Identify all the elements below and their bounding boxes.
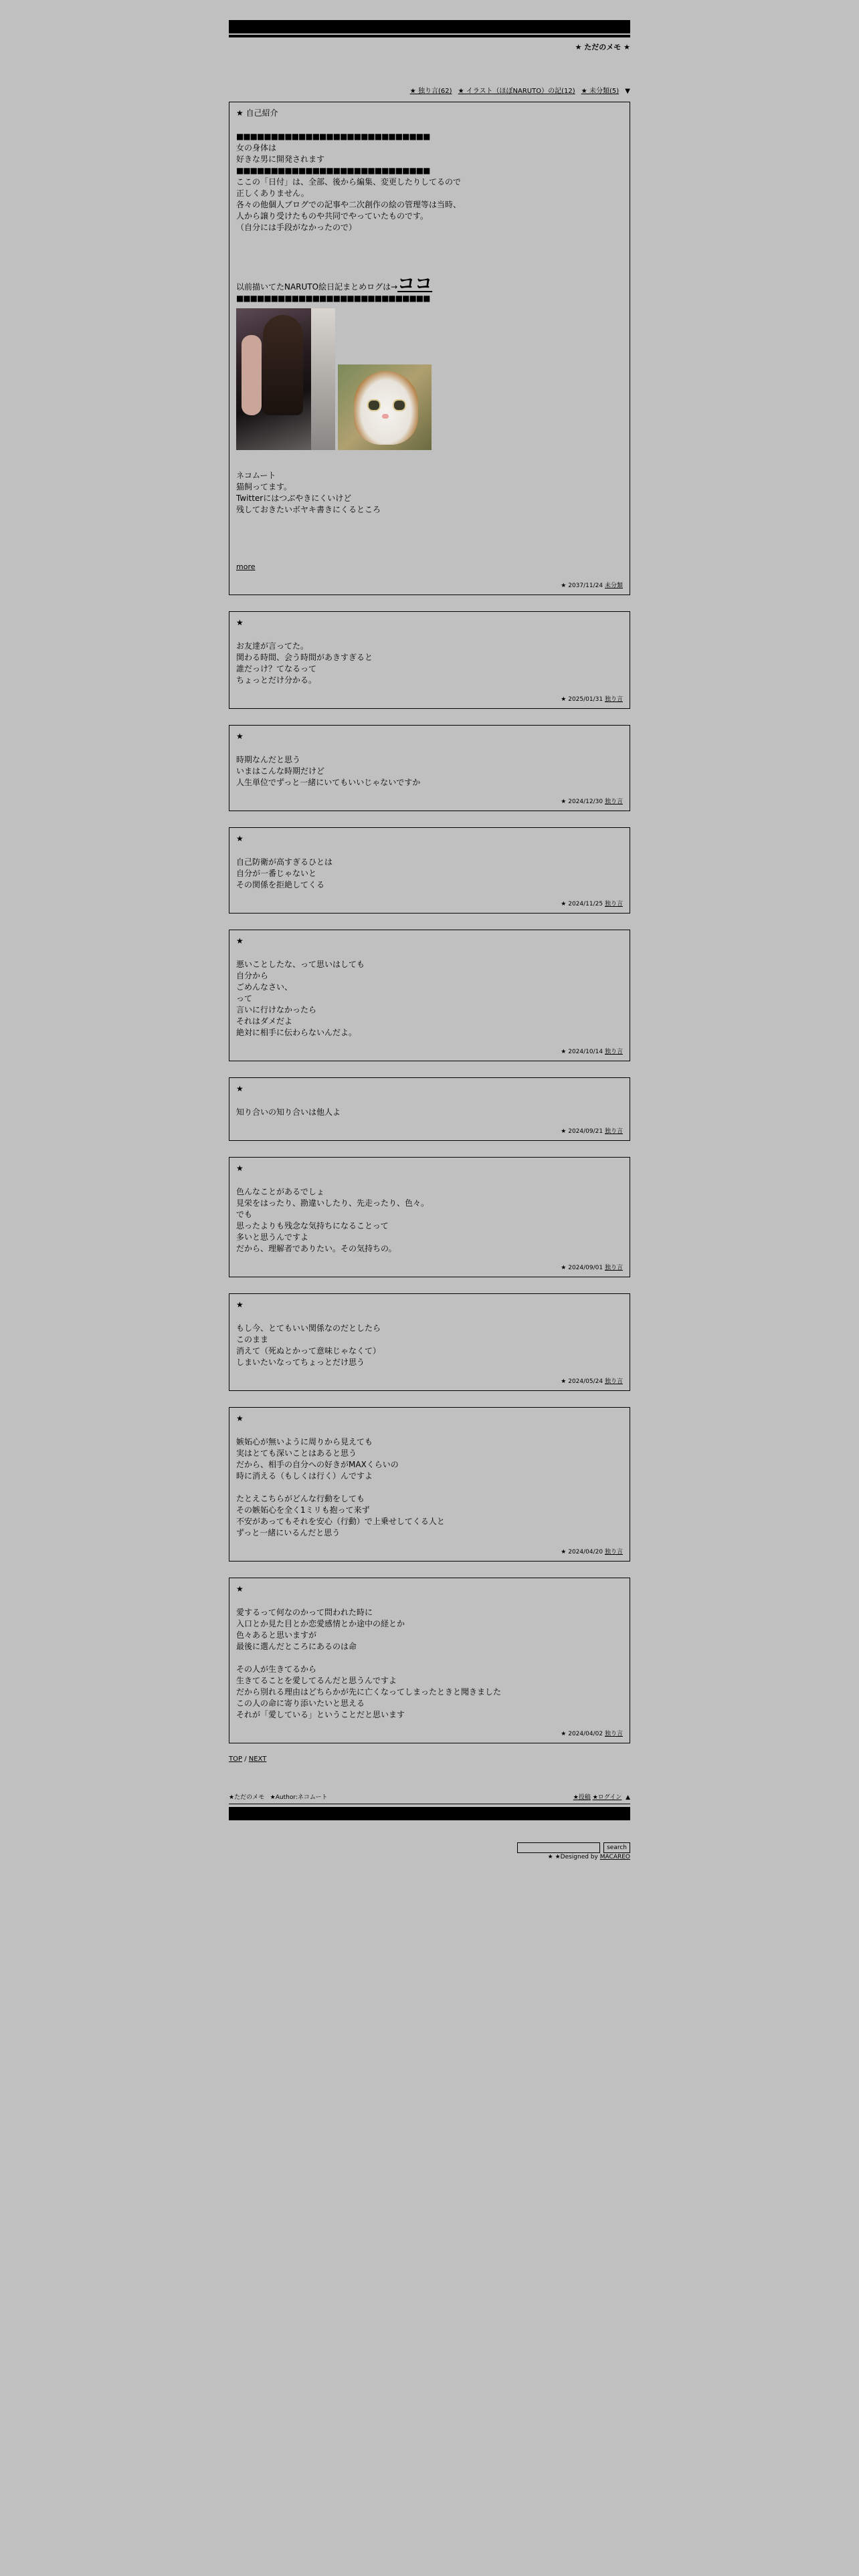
- log-line: [236, 274, 623, 294]
- entry-line: 消えて（死ぬとかって意味じゃなくて）: [236, 1346, 381, 1356]
- divider-bar: ■■■■■■■■■■■■■■■■■■■■■■■■■■■■: [236, 166, 430, 175]
- entry-line: （自分には手段がなかったので）: [236, 223, 357, 232]
- footer-bar: [229, 1807, 630, 1820]
- entry-line: この人の命に寄り添いたいと思える: [236, 1699, 365, 1708]
- entry-title: ★: [236, 732, 244, 741]
- entry-line: 入口とか見た目とか恋愛感情とか途中の経とか: [236, 1619, 405, 1628]
- bottom-nav-right: [573, 1794, 630, 1802]
- entry-title: ★: [236, 1084, 244, 1093]
- entry: [229, 1578, 630, 1743]
- entry-line: 色々あると思いますが: [236, 1630, 317, 1640]
- entry-title: ★: [236, 1584, 244, 1594]
- entry-date: ★ 2025/01/31: [561, 696, 603, 703]
- entry-line: 残しておきたいボヤキ書きにくるところ: [236, 505, 381, 514]
- entry-line: 自分から: [236, 971, 269, 980]
- entry-date: ★ 2024/09/21: [561, 1128, 603, 1135]
- entry-line: 自分が一番じゃないと: [236, 869, 317, 878]
- entry-date: ★ 2024/10/14: [561, 1049, 603, 1055]
- entry-line: 時に消える（もしくは行く）んですよ: [236, 1471, 373, 1481]
- bottom-nav-left: [229, 1794, 327, 1802]
- entry-footer: [236, 1128, 623, 1136]
- entry-date: ★ 2024/04/20: [561, 1549, 603, 1555]
- entry-line: もし今、とてもいい関係なのだとしたら: [236, 1323, 381, 1333]
- entry-line: その嫉妬心を全く1ミリも抱って来ず: [236, 1505, 370, 1515]
- entry: [229, 1157, 630, 1277]
- entry-footer: [236, 1048, 623, 1057]
- entry: [229, 611, 630, 709]
- entry-line: 正しくありません。: [236, 189, 309, 198]
- entry-line: 悪いことしたな、って思いはしても: [236, 960, 365, 969]
- entry-line: それはダメだよ: [236, 1016, 293, 1026]
- entry-line: その関係を拒絶してくる: [236, 880, 325, 889]
- pager-separator: /: [242, 1755, 249, 1763]
- entry-title: ★ 自己紹介: [236, 108, 278, 118]
- entry-line: 猫飼ってます。: [236, 482, 292, 492]
- bottom-nav: [229, 1794, 630, 1804]
- entry-footer: [236, 1548, 623, 1557]
- entry-line: しまいたいなってちょっとだけ思う: [236, 1358, 365, 1367]
- entry-line: 実はとても深いことはあると思う: [236, 1448, 357, 1458]
- entry: [229, 1293, 630, 1391]
- entry-line: 絶対に相手に伝わらないんだよ。: [236, 1028, 357, 1037]
- entry-category-link[interactable]: 独り言: [604, 1549, 623, 1555]
- pager-top-link[interactable]: TOP: [229, 1755, 243, 1763]
- entry-line: 人から譲り受けたものや共同でやっていたものです。: [236, 211, 429, 221]
- divider-bar: ■■■■■■■■■■■■■■■■■■■■■■■■■■■■: [236, 132, 430, 141]
- entry-line: 関わる時間、会う時間があきすぎると: [236, 653, 373, 662]
- entry-date: ★ 2024/05/24: [561, 1378, 603, 1385]
- entry-footer: [236, 1378, 623, 1386]
- site-title[interactable]: ★ ただのメモ ★: [575, 43, 630, 51]
- entry-line: でも: [236, 1210, 253, 1219]
- entry-title: ★: [236, 618, 244, 627]
- category-nav: [229, 87, 630, 96]
- entry-line: だから、相手の自分への好きがMAXくらいの: [236, 1460, 399, 1469]
- photo-person[interactable]: [236, 308, 335, 450]
- entry-line: その人が生きてるから: [236, 1665, 317, 1674]
- entry-date: ★ 2024/04/02: [561, 1731, 603, 1737]
- entry-category-link[interactable]: 独り言: [604, 901, 623, 907]
- designer-prefix: ★ ★Designed by: [547, 1854, 598, 1860]
- entry-title: ★: [236, 1414, 244, 1423]
- entry-line: ごめんなさい、: [236, 982, 293, 992]
- entry-line: ネコムート: [236, 471, 276, 480]
- entry-line: 知り合いの知り合いは他人よ: [236, 1107, 341, 1117]
- entry-title: ★: [236, 1164, 244, 1173]
- entry-line: って: [236, 994, 253, 1003]
- search-button[interactable]: search: [603, 1842, 630, 1853]
- entry-line: 最後に選んだところにあるのは命: [236, 1642, 357, 1651]
- search-form: [229, 1840, 630, 1852]
- entry-line: 多いと思うんですよ: [236, 1232, 309, 1242]
- entry-line: いまはこんな時期だけど: [236, 766, 325, 776]
- entry-footer: [236, 798, 623, 807]
- footer-site-name: ★ただのメモ: [229, 1794, 265, 1801]
- entry-line: だから別れる理由はどちらかが先に亡くなってしまったときと聞きました: [236, 1687, 502, 1697]
- pinned-entry: [229, 102, 630, 595]
- entry-line: 言いに行けなかったら: [236, 1005, 317, 1014]
- log-text: 以前描いてたNARUTO絵日記まとめログは→: [236, 282, 398, 292]
- entry: [229, 930, 630, 1061]
- entry-date: ★ 2024/12/30: [561, 798, 603, 805]
- entry-category-link[interactable]: 独り言: [604, 1731, 623, 1737]
- photo-cat[interactable]: [338, 364, 432, 450]
- entry-category-link[interactable]: 独り言: [604, 1378, 623, 1385]
- entry-line: ちょっとだけ分かる。: [236, 675, 317, 685]
- designer-credit: [229, 1854, 630, 1860]
- entry-footer: [236, 582, 623, 591]
- entry-line: ずっと一緒にいるんだと思う: [236, 1528, 341, 1537]
- footer-author: ★Author:ネコムート: [270, 1794, 328, 1801]
- entry-line: 自己防衛が高すぎるひとは: [236, 857, 333, 867]
- entry-category-link[interactable]: 独り言: [604, 696, 623, 703]
- entry-line: 誰だっけ？てなるって: [236, 664, 317, 673]
- entry-line: Twitterにはつぶやきにくいけど: [236, 494, 352, 503]
- entry-category-link[interactable]: 独り言: [604, 1049, 623, 1055]
- entry-footer: [236, 695, 623, 704]
- entry-line: たとえこちらがどんな行動をしても: [236, 1494, 365, 1503]
- entry-line: 生きてることを愛してるんだと思うんですよ: [236, 1676, 397, 1685]
- entry-date: ★ 2024/11/25: [561, 901, 603, 907]
- entry-line: 思ったよりも残念な気持ちになることって: [236, 1221, 389, 1230]
- entry-line: 女の身体は: [236, 143, 277, 152]
- entry-footer: [236, 900, 623, 909]
- entry-category-link[interactable]: 独り言: [604, 798, 623, 805]
- page: [229, 20, 630, 1860]
- entry-footer: [236, 1264, 623, 1273]
- scroll-up-icon[interactable]: ▲: [626, 1794, 630, 1801]
- pager: [229, 1755, 630, 1763]
- entry-line: だから、理解者でありたい。その気持ちの。: [236, 1244, 397, 1253]
- entry-category-link[interactable]: 独り言: [604, 1128, 623, 1135]
- entry: [229, 725, 630, 811]
- entry-line: 好きな男に開発されます: [236, 154, 325, 164]
- category-link-illust[interactable]: ★ イラスト（ほぼNARUTO）の記(12): [458, 88, 575, 95]
- login-link[interactable]: ★ログイン: [592, 1794, 622, 1801]
- entry-line: 見栄をはったり、勘違いしたり、先走ったり、色々。: [236, 1198, 430, 1208]
- entry-list: [229, 611, 630, 1743]
- entry-category-link[interactable]: 未分類: [604, 582, 623, 589]
- write-link[interactable]: ★投稿: [573, 1794, 591, 1801]
- category-link-hitorigoto[interactable]: ★ 独り言(62): [409, 88, 452, 95]
- entry: [229, 1077, 630, 1141]
- header-bar: [229, 20, 630, 35]
- entry: [229, 827, 630, 914]
- entry-line: 嫉妬心が無いように周りから見えても: [236, 1437, 373, 1446]
- log-link[interactable]: ココ: [397, 274, 433, 294]
- more-link[interactable]: more: [236, 562, 256, 571]
- entry: [229, 1407, 630, 1562]
- entry-title: ★: [236, 834, 244, 843]
- entry-date: ★ 2037/11/24: [561, 582, 603, 589]
- dropdown-arrow-icon[interactable]: ▼: [625, 88, 630, 95]
- entry-line: 愛するって何なのかって問われた時に: [236, 1608, 373, 1617]
- entry-title: ★: [236, 1300, 244, 1309]
- entry-line: 人生単位でずっと一緒にいてもいいじゃないですか: [236, 778, 421, 787]
- entry-line: このまま: [236, 1335, 269, 1344]
- entry-line: 不安があってもそれを安心（行動）で上乗せしてくる人と: [236, 1517, 445, 1526]
- search-input[interactable]: [517, 1842, 600, 1853]
- entry-line: 色んなことがあるでしょ: [236, 1187, 324, 1196]
- entry-category-link[interactable]: 独り言: [604, 1265, 623, 1271]
- photo-area: [236, 308, 623, 454]
- entry-line: それが「愛している」ということだと思います: [236, 1710, 405, 1719]
- entry-footer: [236, 1730, 623, 1739]
- entry-line: お友達が言ってた。: [236, 641, 309, 651]
- divider-bar: ■■■■■■■■■■■■■■■■■■■■■■■■■■■■: [236, 294, 430, 303]
- entry-title: ★: [236, 936, 244, 946]
- entry-line: 各々の他個人ブログでの記事や二次創作の絵の管理等は当時、: [236, 200, 462, 209]
- designer-link[interactable]: MACAREO: [599, 1854, 630, 1860]
- entry-date: ★ 2024/09/01: [561, 1265, 603, 1271]
- entry-line: 時期なんだと思う: [236, 755, 301, 764]
- pager-next-link[interactable]: NEXT: [248, 1755, 267, 1763]
- entry-line: ここの「日付」は、全部、後から編集、変更したりしてるので: [236, 177, 462, 187]
- category-link-uncategorized[interactable]: ★ 未分類(5): [581, 88, 619, 95]
